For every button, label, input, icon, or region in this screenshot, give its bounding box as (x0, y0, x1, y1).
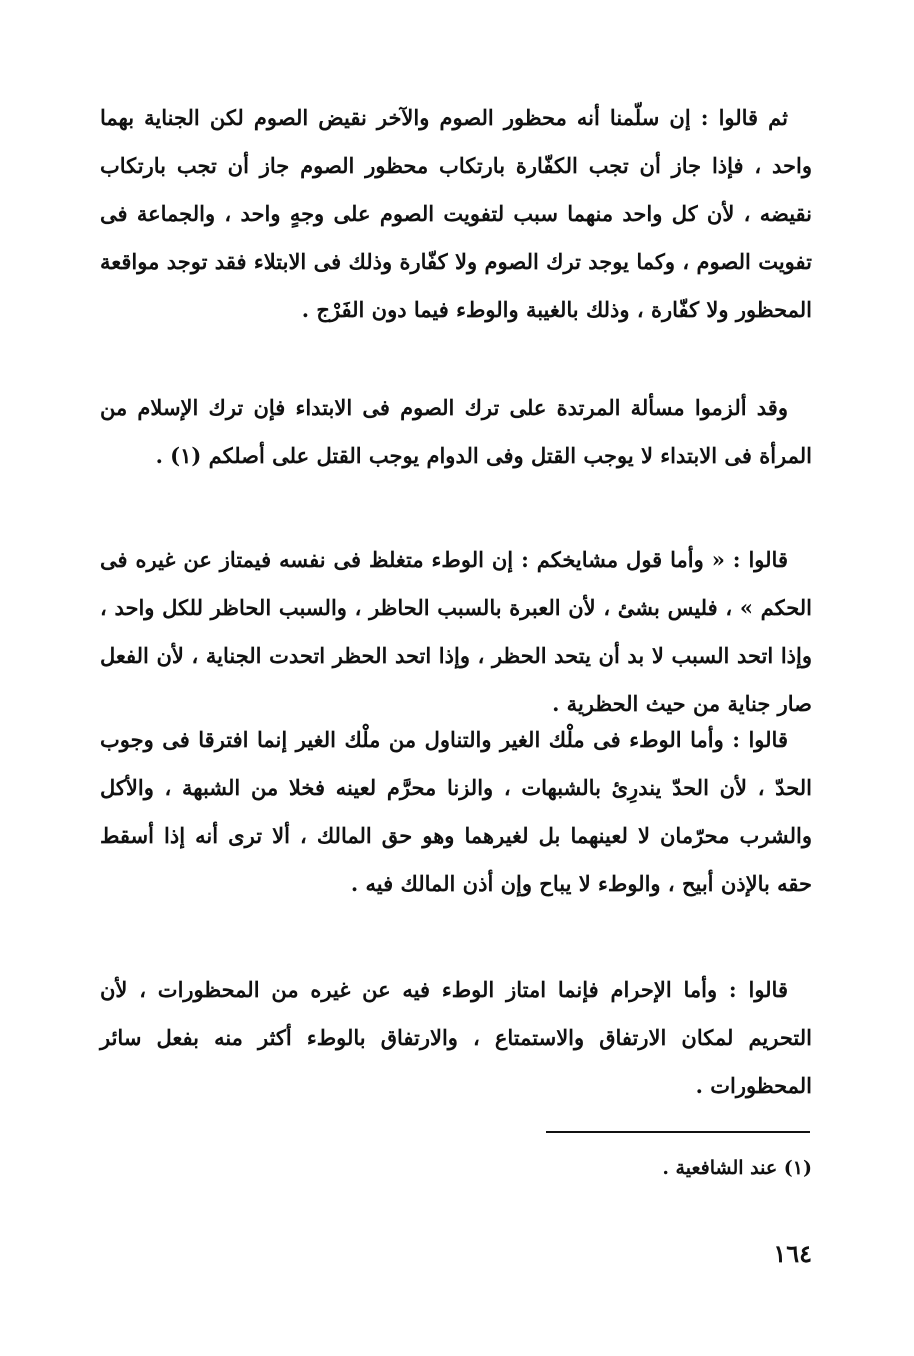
paragraph-text: وقد ألزموا مسألة المرتدة على ترك الصوم فى الابتداء فإن ترك الإسلام من المرأة فى الابتداء لا يوجب القتل وفى الدوام يوجب القتل على أصلكم (١) . (100, 395, 812, 468)
paragraph-text: قالوا : وأما الإحرام فإنما امتاز الوطء فيه عن غيره من المحظورات ، لأن التحريم لمكان الارتفاق والاستمتاع ، والارتفاق بالوطء أكثر منه بفعل سائر المحظورات . (100, 977, 812, 1098)
paragraph-text: قالوا : « وأما قول مشايخكم : إن الوطء متغلظ فى نفسه فيمتاز عن غيره فى الحكم » ، فليس بشئ ، لأن العبرة بالسبب الحاظر ، والسبب الحاظر للكل واحد ، وإذا اتحد السبب لا بد أن يتحد الحظر ، وإذا اتحد الحظر اتحدت الجناية ، لأن الفعل صار جناية من حيث الحظرية . (100, 547, 812, 716)
paragraph-text: قالوا : وأما الوطء فى ملْك الغير والتناول من ملْك الغير إنما افترقا فى وجوب الحدّ ، لأن الحدّ يندرِئ بالشبهات ، والزنا محرَّم لعينه فخلا من الشبهة ، والأكل والشرب محرّمان لا لعينهما بل لغيرهما وهو حق المالك ، ألا ترى أنه إذا أسقط حقه بالإذن أبيح ، والوطء لا يباح وإن أذن المالك فيه . (100, 727, 812, 896)
body-paragraph-2 (100, 384, 812, 480)
paragraph-text: ثم قالوا : إن سلّمنا أنه محظور الصوم والآخر نقيض الصوم لكن الجناية بهما واحد ، فإذا جاز أن تجب الكفّارة بارتكاب محظور الصوم جاز أن تجب بارتكاب نقيضه ، لأن كل واحد منهما سبب لتفويت الصوم على وجهٍ واحد ، والجماعة فى تفويت الصوم ، وكما يوجد ترك الصوم ولا كفّارة وذلك فى الابتلاء فقد توجد مواقعة المحظور ولا كفّارة ، وذلك بالغيبة والوطء فيما دون الفَرْج . (100, 105, 812, 322)
footnote: (١) عند الشافعية . (662, 1157, 812, 1179)
body-paragraph-3 (100, 536, 812, 728)
body-paragraph-5 (100, 966, 812, 1110)
body-paragraph-4 (100, 716, 812, 908)
footnote-divider (546, 1131, 810, 1133)
body-paragraph-1 (100, 94, 812, 334)
page-number: ١٦٤ (773, 1239, 812, 1268)
